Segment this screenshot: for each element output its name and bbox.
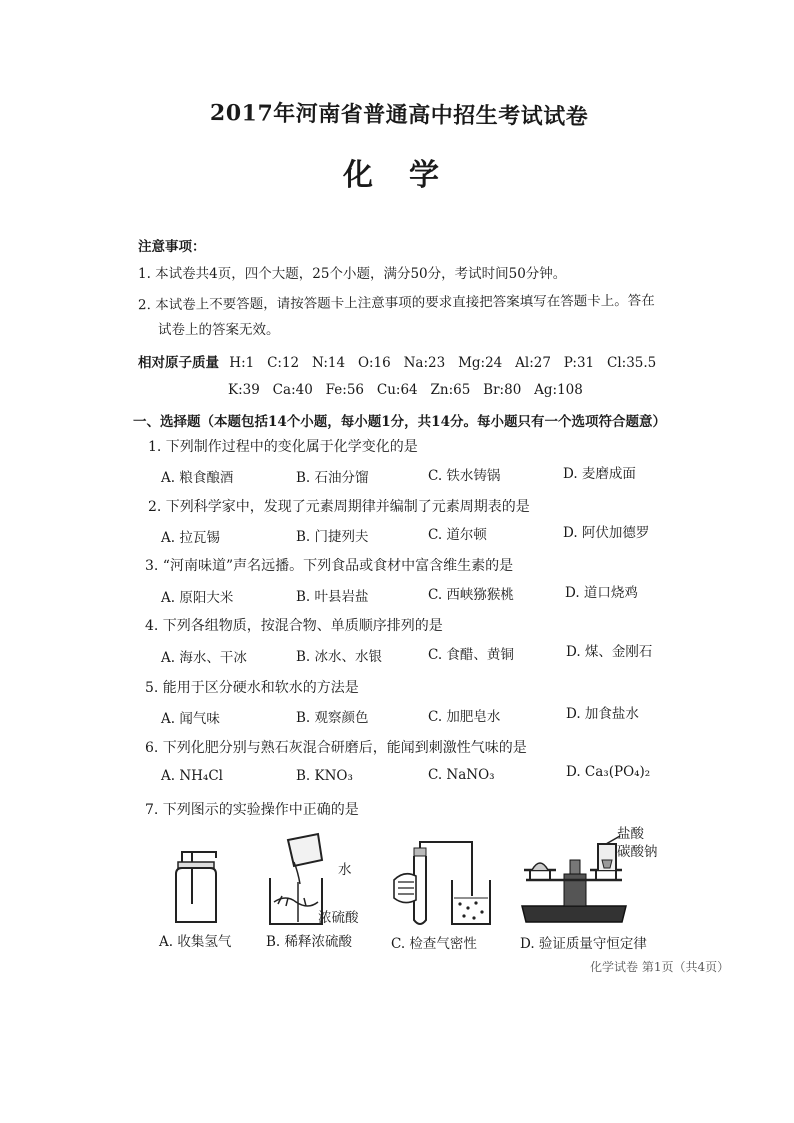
q3-option-b: B. 叶县岩盐	[296, 589, 369, 605]
question-3-stem: 3. “河南味道”声名远播。下列食品或食材中富含维生素的是	[145, 558, 514, 574]
q5-option-a: A. 闻气味	[161, 711, 220, 727]
figure-b-caption: B. 稀释浓硫酸	[266, 934, 353, 950]
figure-a-caption: A. 收集氢气	[159, 934, 232, 950]
q3-option-c: C. 西峡猕猴桃	[428, 587, 514, 603]
q5-option-c: C. 加肥皂水	[428, 709, 501, 725]
q3-option-d: D. 道口烧鸡	[565, 585, 638, 601]
q1-option-d: D. 麦磨成面	[563, 466, 636, 482]
question-1-stem: 1. 下列制作过程中的变化属于化学变化的是	[148, 439, 418, 455]
q2-option-b: B. 门捷列夫	[296, 529, 369, 545]
figure-a-collect-hydrogen	[168, 848, 238, 928]
q5-option-d: D. 加食盐水	[566, 706, 639, 722]
q1-option-b: B. 石油分馏	[296, 470, 369, 486]
q2-option-d: D. 阿伏加德罗	[563, 525, 650, 541]
figure-c-caption: C. 检查气密性	[391, 936, 477, 952]
exam-title: 2017年河南省普通高中招生考试试卷	[209, 100, 589, 130]
question-2-stem: 2. 下列科学家中，发现了元素周期律并编制了元素周期表的是	[148, 499, 530, 515]
question-5-stem: 5. 能用于区分硬水和软水的方法是	[145, 680, 359, 696]
q2-option-c: C. 道尔顿	[428, 527, 487, 543]
q4-option-c: C. 食醋、黄铜	[428, 647, 514, 663]
subject-title: 化学	[343, 158, 475, 193]
q6-option-d: D. Ca₃(PO₄)₂	[566, 764, 651, 780]
atomic-mass-label: 相对原子质量	[138, 355, 219, 371]
q4-option-a: A. 海水、干冰	[161, 650, 247, 666]
question-4-stem: 4. 下列各组物质，按混合物、单质顺序排列的是	[145, 618, 443, 634]
figure-b-water-label: 水	[338, 862, 352, 878]
notice-heading: 注意事项：	[138, 239, 206, 255]
question-7-stem: 7. 下列图示的实验操作中正确的是	[145, 802, 359, 818]
q6-option-b: B. KNO₃	[296, 768, 353, 784]
figure-d-na2co3-label: 碳酸钠	[617, 844, 658, 860]
q3-option-a: A. 原阳大米	[161, 590, 234, 606]
figure-c-check-airtightness	[386, 840, 496, 930]
q4-option-b: B. 冰水、水银	[296, 649, 383, 665]
notice-item-1: 1. 本试卷共4页，四个大题，25个小题，满分50分，考试时间50分钟。	[138, 266, 567, 282]
notice-item-3: 试卷上的答案无效。	[158, 322, 280, 338]
atomic-mass-values-1: H:1 C:12 N:14 O:16 Na:23 Mg:24 Al:27 P:31 Cl:35.5	[229, 355, 657, 371]
section-heading: 一、选择题（本题包括14个小题，每小题1分，共14分。每小题只有一个选项符合题意）	[133, 414, 666, 430]
notice-item-2: 2. 本试卷上不要答题，请按答题卡上注意事项的要求直接把答案填写在答题卡上。答在	[137, 292, 655, 314]
q6-option-a: A. NH₄Cl	[161, 768, 223, 784]
q6-option-c: C. NaNO₃	[428, 767, 495, 783]
figure-d-caption: D. 验证质量守恒定律	[520, 936, 647, 952]
q5-option-b: B. 观察颜色	[296, 710, 369, 726]
q1-option-c: C. 铁水铸锅	[428, 468, 501, 484]
figure-d-hcl-label: 盐酸	[617, 826, 644, 842]
atomic-mass-line-2: K:39 Ca:40 Fe:56 Cu:64 Zn:65 Br:80 Ag:108	[228, 382, 583, 398]
page-footer: 化学试卷 第1页（共4页）	[590, 960, 730, 974]
atomic-mass-line-1	[138, 351, 656, 371]
q1-option-a: A. 粮食酿酒	[161, 470, 234, 486]
figure-b-acid-label: 浓硫酸	[318, 910, 359, 926]
question-6-stem: 6. 下列化肥分别与熟石灰混合研磨后，能闻到刺激性气味的是	[145, 740, 527, 756]
figure-d-balance	[516, 830, 632, 928]
q2-option-a: A. 拉瓦锡	[161, 530, 220, 546]
q4-option-d: D. 煤、金刚石	[566, 644, 653, 660]
